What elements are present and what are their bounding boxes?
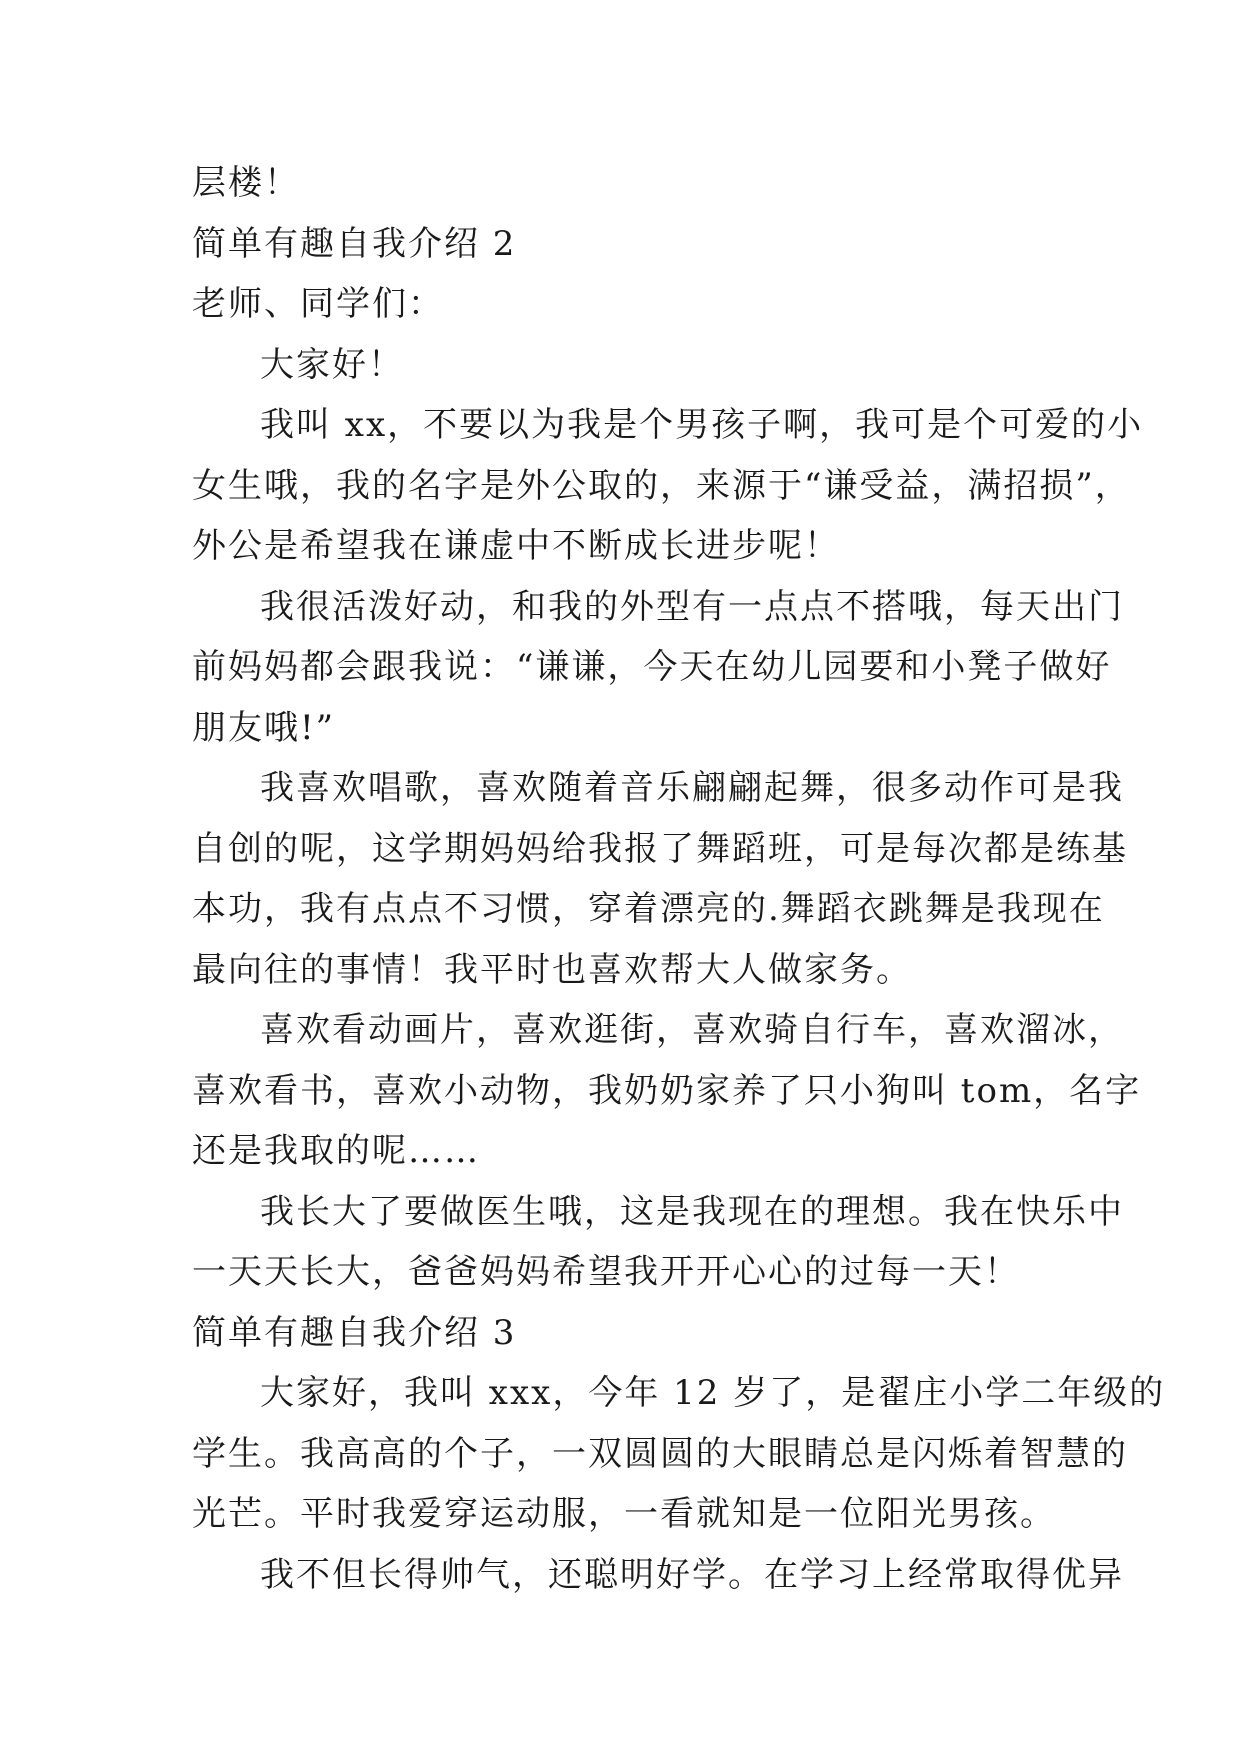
section-title-2: 简单有趣自我介绍 2 [192,223,517,264]
paragraph-hobbies-list-line: 喜欢看动画片，喜欢逛街，喜欢骑自行车，喜欢溜冰， [260,1010,1124,1050]
greeting-paragraph: 大家好！ [260,344,404,385]
paragraph-intro-3-line: 学生。我高高的个子，一双圆圆的大眼睛总是闪烁着智慧的 [192,1433,1128,1474]
paragraph-personality-line: 朋友哦!” [192,707,336,748]
paragraph-hobbies-dance-line: 最向往的事情！我平时也喜欢帮大人做家务。 [192,949,912,990]
paragraph-study-line: 我不但长得帅气，还聪明好学。在学习上经常取得优异 [260,1554,1124,1595]
document-body [192,153,1166,1605]
paragraph-hobbies-dance-line: 本功，我有点点不习惯，穿着漂亮的.舞蹈衣跳舞是我现在 [192,889,1105,929]
paragraph-name-origin-line: 女生哦，我的名字是外公取的，来源于“谦受益，满招损”， [192,465,1131,506]
continuation-line: 层楼！ [192,163,300,203]
paragraph-hobbies-dance-line: 自创的呢，这学期妈妈给我报了舞蹈班，可是每次都是练基 [192,828,1128,869]
paragraph-hobbies-list-line: 还是我取的呢…… [192,1131,480,1171]
paragraph-name-origin-line: 我叫 xx，不要以为我是个男孩子啊，我可是个可爱的小 [260,405,1144,445]
paragraph-hobbies-list-line: 喜欢看书，喜欢小动物，我奶奶家养了只小狗叫 tom，名字 [192,1070,1142,1111]
paragraph-intro-3-line: 大家好，我叫 xxx，今年 12 岁了，是翟庄小学二年级的 [260,1373,1166,1413]
paragraph-dream-line: 我长大了要做医生哦，这是我现在的理想。我在快乐中 [260,1191,1124,1232]
paragraph-personality-line: 前妈妈都会跟我说：“谦谦，今天在幼儿园要和小凳子做好 [192,647,1112,687]
paragraph-name-origin-line: 外公是希望我在谦虚中不断成长进步呢！ [192,526,840,566]
salutation: 老师、同学们： [192,284,444,324]
section-title-3: 简单有趣自我介绍 3 [192,1312,517,1353]
paragraph-personality-line: 我很活泼好动，和我的外型有一点点不搭哦，每天出门 [260,586,1124,627]
paragraph-hobbies-dance-line: 我喜欢唱歌，喜欢随着音乐翩翩起舞，很多动作可是我 [260,768,1124,808]
paragraph-dream-line: 一天天长大，爸爸妈妈希望我开开心心的过每一天！ [192,1252,1020,1292]
paragraph-intro-3-line: 光芒。平时我爱穿运动服，一看就知是一位阳光男孩。 [192,1494,1056,1534]
